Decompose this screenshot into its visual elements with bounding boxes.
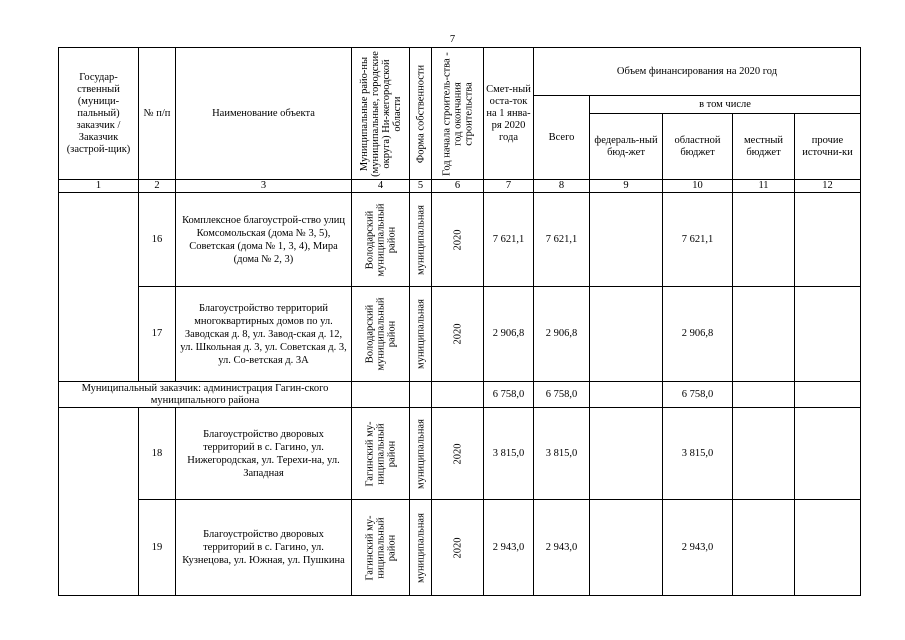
total-value: 2 906,8 (534, 287, 590, 382)
estimate-value: 2 943,0 (484, 500, 534, 596)
district-text: Гагинский му-ниципальный район (364, 514, 397, 581)
object-name: Комплексное благоустрой-ство улиц Комсомольская (дома № 3, 5), Советская (дома № 1, 3, 4), Мира (дома № 2, 3) (176, 193, 352, 287)
column-numbers-row (59, 180, 861, 193)
federal-value (590, 193, 663, 287)
other-value (795, 193, 861, 287)
district-cell (352, 500, 410, 596)
district-text: Гагинский му-ниципальный район (364, 420, 397, 487)
year-text: 2020 (452, 229, 463, 250)
regional-value: 7 621,1 (663, 193, 733, 287)
column-number: 6 (432, 180, 484, 193)
local-value (733, 500, 795, 596)
table-row (59, 408, 861, 500)
header-district-text: Муниципальные райо-ны (муниципальные, городские округа) Ни-жегородской области (358, 50, 403, 177)
total-value: 7 621,1 (534, 193, 590, 287)
header-local: местный бюджет (733, 114, 795, 180)
group-regional-value: 6 758,0 (663, 382, 733, 408)
group-federal-value (590, 382, 663, 408)
regional-value: 2 906,8 (663, 287, 733, 382)
header-financing: Объем финансирования на 2020 год (534, 48, 861, 96)
total-value: 3 815,0 (534, 408, 590, 500)
row-number: 17 (139, 287, 176, 382)
year-text: 2020 (452, 443, 463, 464)
ownership-cell (410, 408, 432, 500)
header-federal: федераль-ный бюд-жет (590, 114, 663, 180)
federal-value (590, 408, 663, 500)
district-cell (352, 287, 410, 382)
column-number: 2 (139, 180, 176, 193)
header-years (432, 48, 484, 180)
page-number: 7 (449, 34, 456, 45)
year-cell (432, 193, 484, 287)
ownership-cell (410, 500, 432, 596)
group-empty-cell (410, 382, 432, 408)
ownership-text: муниципальная (415, 299, 426, 369)
estimate-value: 3 815,0 (484, 408, 534, 500)
district-cell (352, 193, 410, 287)
header-object-name: Наименование объекта (176, 48, 352, 180)
object-name: Благоустройство дворовых территорий в с. Гагино, ул. Кузнецова, ул. Южная, ул. Пушкина (176, 500, 352, 596)
ownership-cell (410, 287, 432, 382)
district-text: Володарский муниципальный район (364, 297, 397, 371)
group-empty-cell (352, 382, 410, 408)
regional-value: 2 943,0 (663, 500, 733, 596)
column-number: 10 (663, 180, 733, 193)
header-regional: областной бюджет (663, 114, 733, 180)
row-number: 18 (139, 408, 176, 500)
local-value (733, 408, 795, 500)
district-cell (352, 408, 410, 500)
local-value (733, 287, 795, 382)
year-cell (432, 287, 484, 382)
year-cell (432, 500, 484, 596)
group-row (59, 382, 861, 408)
column-number: 12 (795, 180, 861, 193)
header-number: № п/п (139, 48, 176, 180)
object-name: Благоустройство дворовых территорий в с. Гагино, ул. Нижегородская, ул. Терехи-на, ул. Западная (176, 408, 352, 500)
header-customer: Государ-ственный (муници-пальный) заказчик / Заказчик (застрой-щик) (59, 48, 139, 180)
local-value (733, 193, 795, 287)
column-number: 7 (484, 180, 534, 193)
customer-cell-empty (59, 193, 139, 382)
column-number: 1 (59, 180, 139, 193)
year-cell (432, 408, 484, 500)
year-text: 2020 (452, 537, 463, 558)
header-ownership (410, 48, 432, 180)
header-years-text: Год начала строитель-ства - год окончания строительства (441, 51, 474, 176)
column-number: 11 (733, 180, 795, 193)
header-including: в том числе (590, 96, 861, 114)
header-district (352, 48, 410, 180)
header-estimate: Смет-ный оста-ток на 1 янва-ря 2020 года (484, 48, 534, 180)
federal-value (590, 287, 663, 382)
column-number: 5 (410, 180, 432, 193)
header-total: Всего (534, 96, 590, 180)
district-text: Володарский муниципальный район (364, 202, 397, 277)
table-row (59, 287, 861, 382)
ownership-cell (410, 193, 432, 287)
group-customer-label: Муниципальный заказчик: администрация Гагин-ского муниципального района (59, 382, 352, 408)
financing-table (58, 47, 861, 596)
year-text: 2020 (452, 323, 463, 345)
regional-value: 3 815,0 (663, 408, 733, 500)
group-estimate-value: 6 758,0 (484, 382, 534, 408)
federal-value (590, 500, 663, 596)
row-number: 16 (139, 193, 176, 287)
customer-cell-empty (59, 408, 139, 596)
total-value: 2 943,0 (534, 500, 590, 596)
estimate-value: 7 621,1 (484, 193, 534, 287)
group-local-value (733, 382, 795, 408)
column-number: 8 (534, 180, 590, 193)
other-value (795, 408, 861, 500)
group-other-value (795, 382, 861, 408)
other-value (795, 287, 861, 382)
column-number: 3 (176, 180, 352, 193)
ownership-text: муниципальная (415, 204, 426, 275)
ownership-text: муниципальная (415, 418, 426, 489)
table-row (59, 193, 861, 287)
estimate-value: 2 906,8 (484, 287, 534, 382)
other-value (795, 500, 861, 596)
column-number: 9 (590, 180, 663, 193)
group-total-value: 6 758,0 (534, 382, 590, 408)
row-number: 19 (139, 500, 176, 596)
group-empty-cell (432, 382, 484, 408)
header-other: прочие источни-ки (795, 114, 861, 180)
object-name: Благоустройство территорий многоквартирных домов по ул. Заводская д. 8, ул. Завод-ская д. 12, ул. Школьная д. 3, ул. Советская д. 3, ул. Со-ветская д. 3А (176, 287, 352, 382)
table-row (59, 500, 861, 596)
column-number: 4 (352, 180, 410, 193)
header-ownership-text: Форма собственности (415, 64, 426, 163)
ownership-text: муниципальная (415, 512, 426, 583)
